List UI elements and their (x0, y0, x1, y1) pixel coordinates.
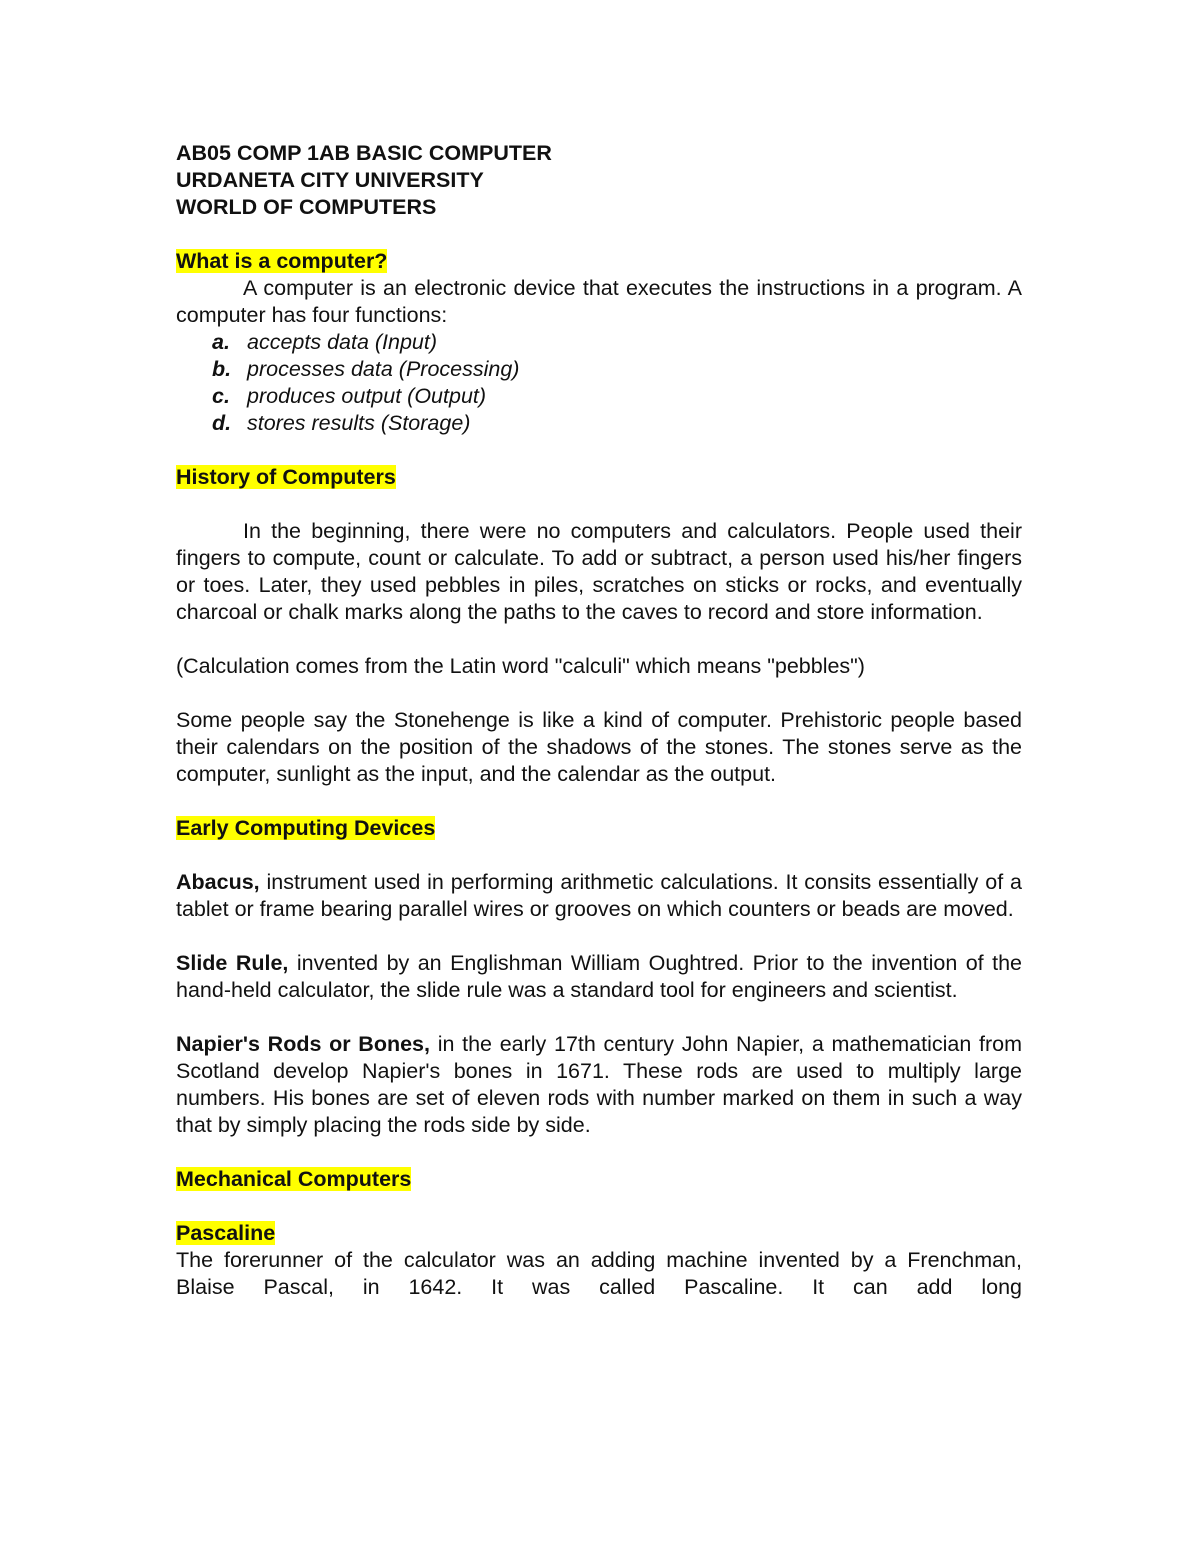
history-paragraph-2: (Calculation comes from the Latin word "calculi" which means "pebbles") (176, 654, 865, 678)
subheading-pascaline: Pascaline (176, 1221, 276, 1245)
section-heading-early-devices: Early Computing Devices (176, 816, 436, 840)
pascaline-paragraph: The forerunner of the calculator was an adding machine invented by a Frenchman, Blaise Pascal, in 1642. It was called Pascaline. It can add long (176, 1248, 1022, 1299)
functions-list (176, 329, 1022, 437)
module-title: WORLD OF COMPUTERS (176, 195, 437, 219)
university-name: URDANETA CITY UNIVERSITY (176, 168, 484, 192)
spacer (176, 788, 1022, 815)
list-item: c. produces output (Output) (212, 384, 487, 408)
list-item: a. accepts data (Input) (212, 330, 438, 354)
spacer (176, 1004, 1022, 1031)
device-abacus: Abacus, instrument used in performing arithmetic calculations. It consits essentially of a tablet or frame bearing parallel wires or grooves on which counters or beads are moved. (176, 870, 1022, 921)
spacer (176, 842, 1022, 869)
spacer (176, 680, 1022, 707)
device-slide-rule: Slide Rule, invented by an Englishman William Oughtred. Prior to the invention of the hand-held calculator, the slide rule was a standard tool for engineers and scientist. (176, 951, 1022, 1002)
section-heading-what-is: What is a computer? (176, 249, 388, 273)
spacer (176, 491, 1022, 518)
what-is-intro: A computer is an electronic device that executes the instructions in a program. A computer has four functions: (176, 276, 1022, 327)
device-napiers-bones: Napier's Rods or Bones, in the early 17th century John Napier, a mathematician from Scotland develop Napier's bones in 1671. These rods are used to multiply large numbers. His bones are set of eleven rods with number marked on them in such a way that by simply placing the rods side by side. (176, 1032, 1022, 1137)
document-page (176, 140, 1022, 1301)
spacer (176, 437, 1022, 464)
spacer (176, 923, 1022, 950)
section-heading-mechanical: Mechanical Computers (176, 1167, 412, 1191)
spacer (176, 221, 1022, 248)
list-item: b. processes data (Processing) (212, 357, 520, 381)
spacer (176, 626, 1022, 653)
spacer (176, 1193, 1022, 1220)
list-item: d. stores results (Storage) (212, 411, 471, 435)
course-title: AB05 COMP 1AB BASIC COMPUTER (176, 141, 552, 165)
history-paragraph-1: In the beginning, there were no computers and calculators. People used their fingers to compute, count or calculate. To add or subtract, a person used his/her fingers or toes. Later, they used pebbles in piles, scratches on sticks or rocks, and eventually charcoal or chalk marks along the paths to the caves to record and store information. (176, 519, 1022, 624)
spacer (176, 1139, 1022, 1166)
section-heading-history: History of Computers (176, 465, 396, 489)
history-paragraph-3: Some people say the Stonehenge is like a kind of computer. Prehistoric people based their calendars on the position of the shadows of the stones. The stones serve as the computer, sunlight as the input, and the calendar as the output. (176, 708, 1022, 786)
